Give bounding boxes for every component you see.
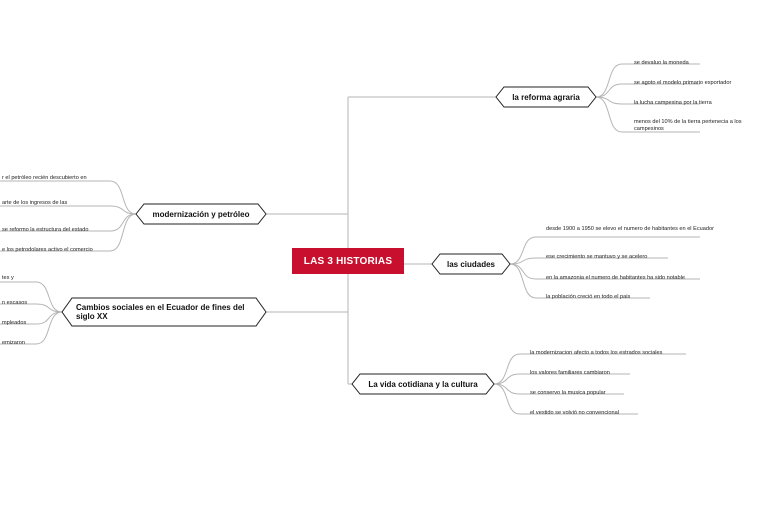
leaf-ciudades-2[interactable] (538, 254, 655, 261)
topic-reforma-agraria[interactable] (496, 87, 596, 107)
leaf-vida-1[interactable] (522, 350, 670, 357)
topic-label: Cambios sociales en el Ecuador de fines del siglo XX (76, 303, 245, 321)
leaf-label: n escasos (2, 300, 28, 306)
leaf-label: ese crecimiento se mantuvo y se acelero (546, 254, 648, 260)
leaf-vida-4[interactable] (522, 410, 627, 417)
leaf-label: mpleados (2, 320, 27, 326)
leaf-label: la modernizacion afecto a todos los estrados sociales (530, 350, 663, 356)
leaf-label: arte de los ingresos de las (2, 200, 68, 206)
leaf-reforma-2[interactable] (626, 80, 739, 87)
root-topic-label: LAS 3 HISTORIAS (303, 255, 393, 267)
leaf-label: se devaluo la moneda (634, 60, 689, 66)
leaf-label: se agoto el modelo primario exportador (634, 80, 732, 86)
leaf-connector (0, 206, 136, 214)
root-topic[interactable] (292, 248, 404, 274)
leaf-modernizacion-3[interactable] (0, 227, 96, 234)
leaf-label: desde 1900 a 1950 se elevo el numero de habitantes en el Ecuador (546, 226, 714, 232)
leaf-label: la lucha campesina por la tierra (634, 100, 712, 106)
topic-las-ciudades[interactable] (432, 254, 510, 274)
leaf-vida-2[interactable] (522, 370, 618, 377)
leaf-connector (0, 181, 136, 214)
leaf-modernizacion-2[interactable] (0, 200, 75, 207)
leaf-connector (0, 282, 62, 312)
topic-label: modernización y petróleo (152, 209, 250, 219)
leaf-label: tes y (2, 275, 14, 281)
topic-vida-cotidiana[interactable] (352, 374, 494, 394)
leaf-label: e los petrodolares activo el comercio (2, 247, 93, 253)
leaf-cambios-4[interactable] (0, 340, 33, 347)
topic-label: la reforma agraria (512, 92, 580, 102)
leaf-reforma-4[interactable] (626, 119, 766, 133)
leaf-label: la población creció en todo el pais (546, 294, 631, 300)
leaf-cambios-3[interactable] (0, 320, 34, 327)
leaf-ciudades-3[interactable] (538, 275, 693, 282)
topic-modernizacion-petroleo[interactable] (136, 204, 266, 224)
leaf-connector (494, 354, 686, 384)
leaf-label: se reformo la estructura del estado (2, 227, 89, 233)
leaf-ciudades-1[interactable] (538, 226, 748, 233)
leaf-modernizacion-4[interactable] (0, 247, 101, 254)
leaf-cambios-1[interactable] (0, 275, 22, 282)
topic-cambios-sociales[interactable] (62, 298, 266, 326)
leaf-cambios-2[interactable] (0, 300, 35, 307)
topic-label: las ciudades (446, 259, 496, 269)
leaf-reforma-3[interactable] (626, 100, 720, 107)
topic-label: La vida cotidiana y la cultura (368, 379, 478, 389)
leaf-label: emizaron (2, 340, 26, 346)
leaf-reforma-1[interactable] (626, 60, 697, 67)
leaf-vida-3[interactable] (522, 390, 614, 397)
leaf-label: el vestido se volvió no convencional (530, 410, 619, 416)
leaf-label: en la amazonia el numero de habitantes ha sido notable (546, 275, 686, 281)
leaf-label: los valores familiares cambiaron (530, 370, 610, 376)
leaf-label: menos del 10% de la tierra pertenecia a los campesinos (634, 119, 742, 132)
leaf-label: r el petróleo recién descubierto en (2, 175, 87, 181)
leaf-label: se conservo la musica popular (530, 390, 606, 396)
leaf-modernizacion-1[interactable] (0, 175, 95, 182)
leaf-ciudades-4[interactable] (538, 294, 638, 301)
